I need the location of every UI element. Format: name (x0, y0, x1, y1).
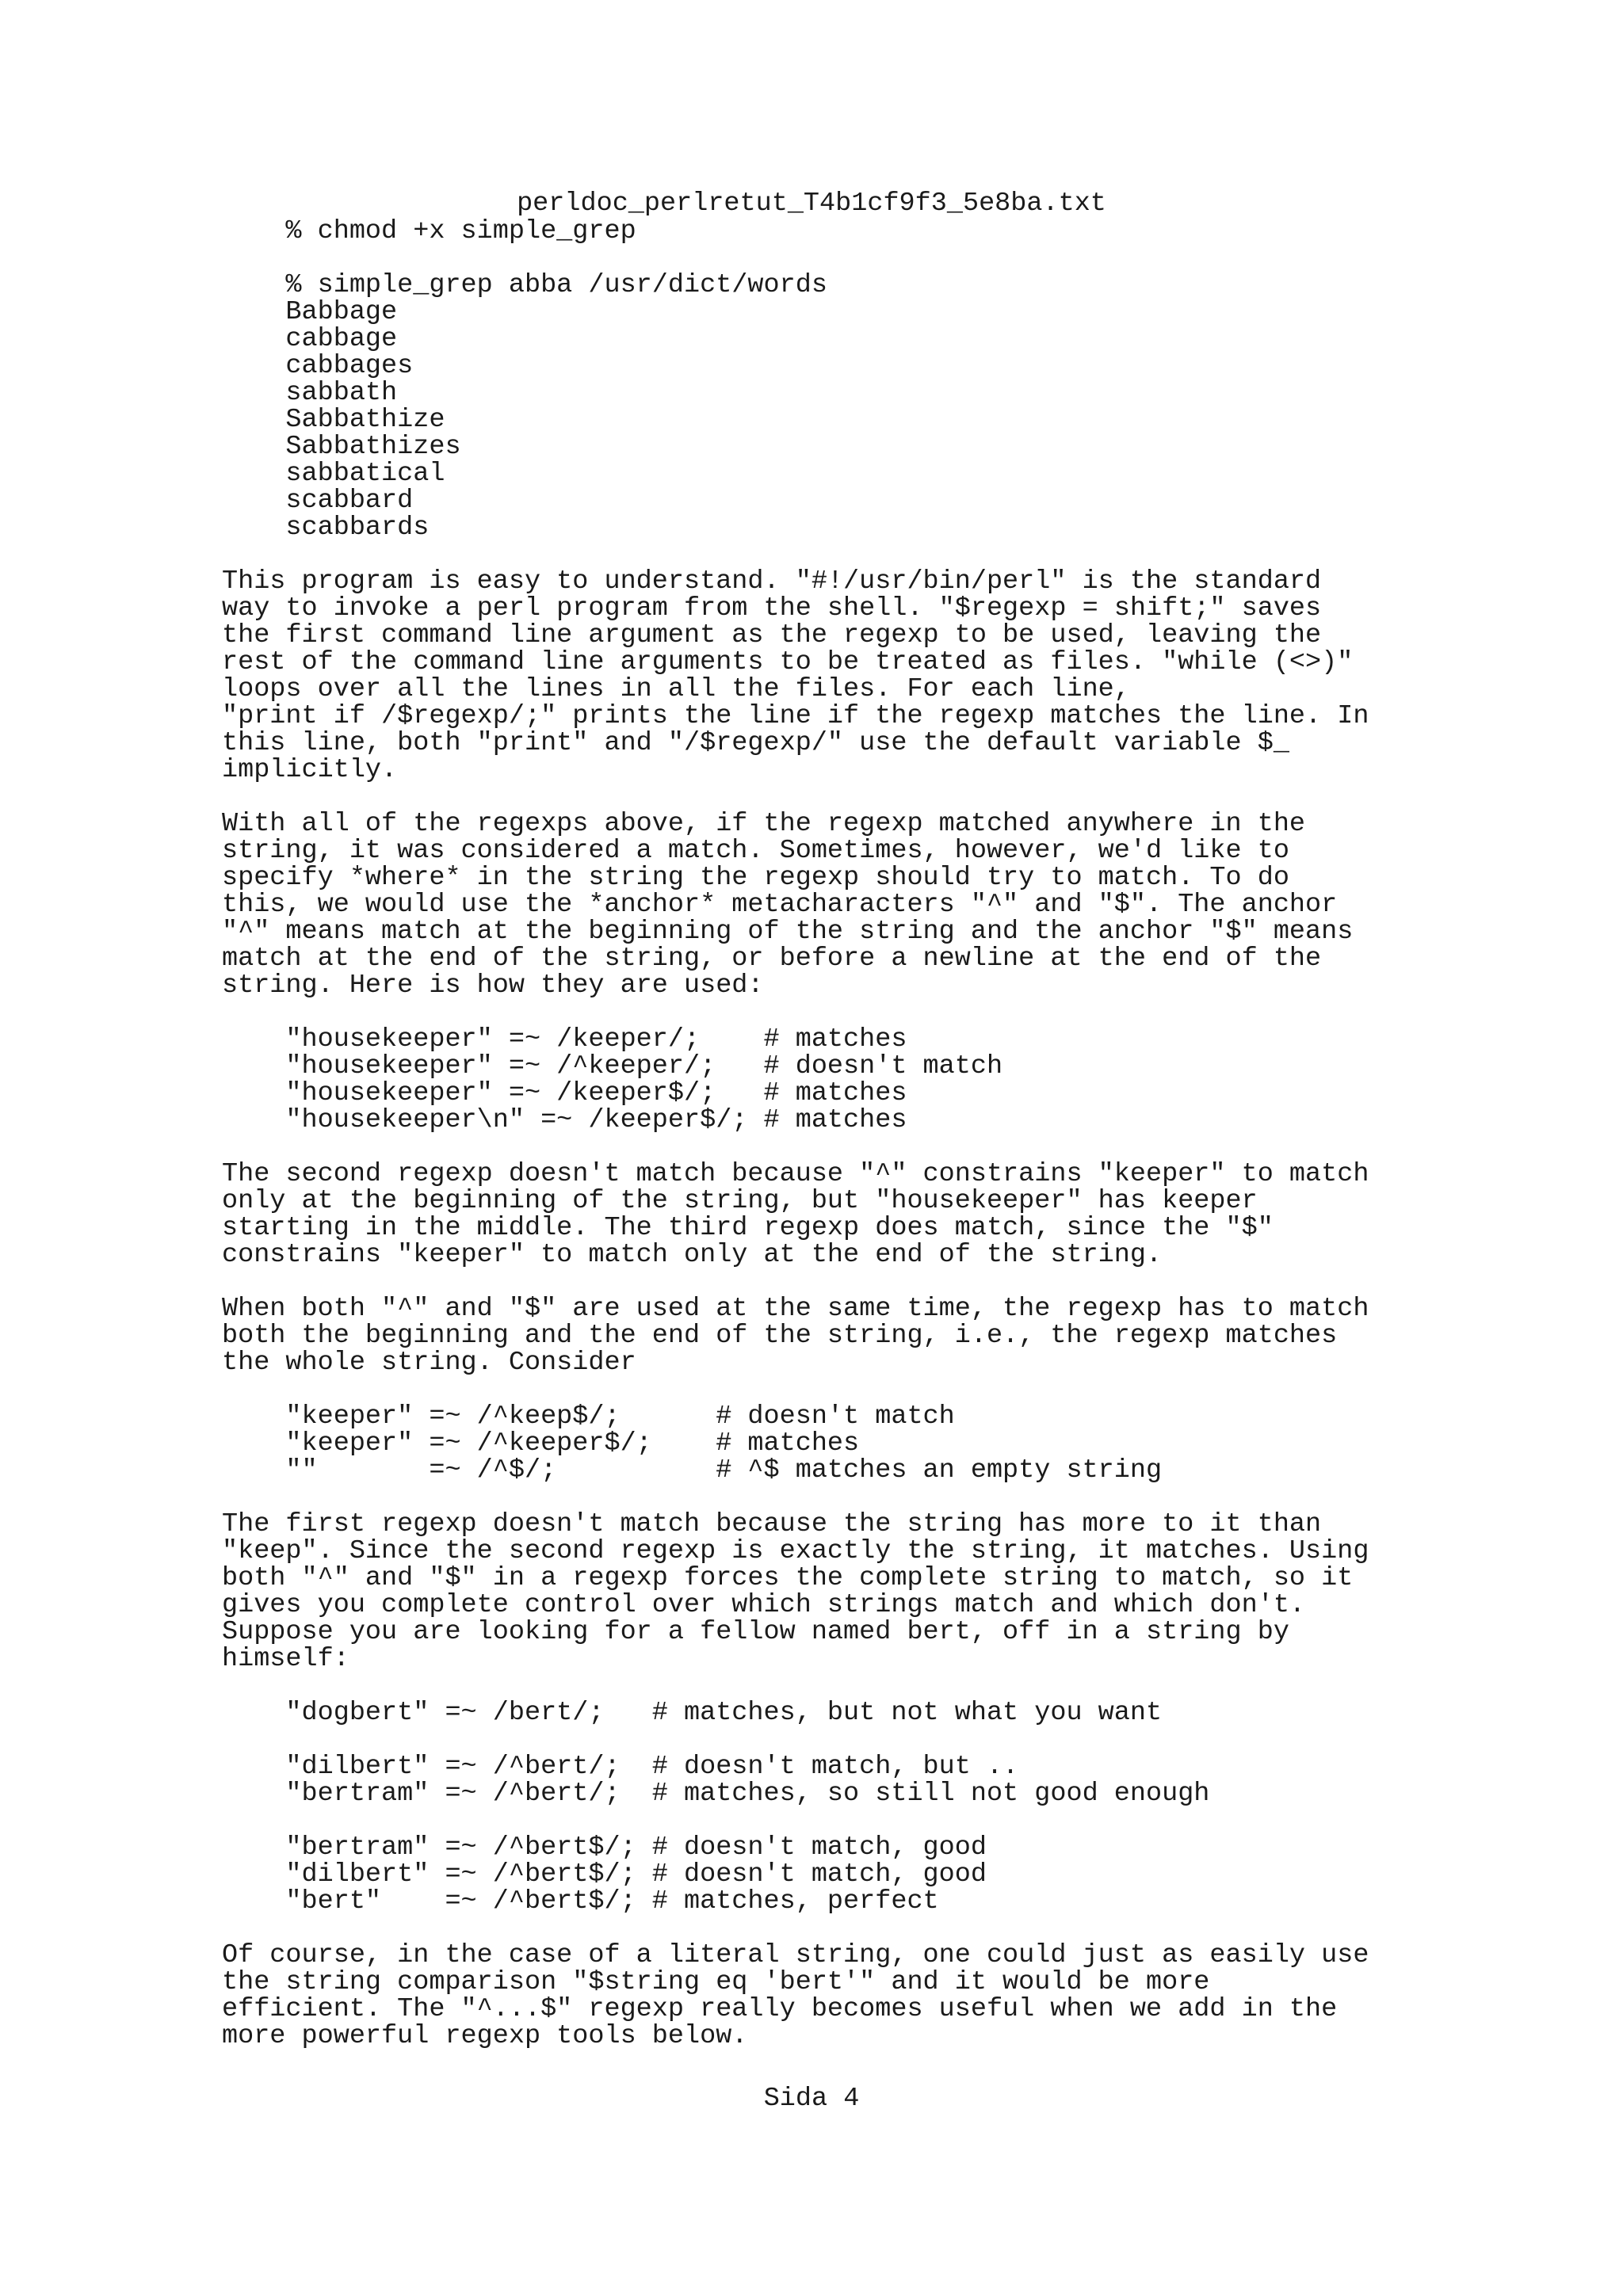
page-header-filename: perldoc_perlretut_T4b1cf9f3_5e8ba.txt (517, 189, 1106, 219)
page-number: Sida 4 (763, 2084, 860, 2114)
document-body: % chmod +x simple_grep % simple_grep abba /usr/dict/words Babbage cabbage cabbages sabbath Sabbathize Sabbathizes sabbatical scabbard scabbards This program is easy to understand. "#!/usr/bin/perl" is the standard way to invoke a perl program from the shell. "$regexp = shift;" saves the first command line argument as the regexp to be used, leaving the rest of the command line arguments to be treated as files. "while (<>)" loops over all the lines in all the files. For each line, "print if /$regexp/;" prints the line if the regexp matches the line. In this line, both "print" and "/$regexp/" use the default variable $_ implicitly. With all of the regexps above, if the regexp matched anywhere in the string, it was considered a match. Sometimes, however, we'd like to specify *where* in the string the regexp should try to match. To do this, we would use the *anchor* metacharacters "^" and "$". The anchor "^" means match at the beginning of the string and the anchor "$" means match at the end of the string, or before a newline at the end of the string. Here is how they are used: "housekeeper" =~ /keeper/; # matches "housekeeper" =~ /^keeper/; # doesn't match "housekeeper" =~ /keeper$/; # matches "housekeeper\n" =~ /keeper$/; # matches The second regexp doesn't match because "^" constrains "keeper" to match only at the beginning of the string, but "housekeeper" has keeper starting in the middle. The third regexp does match, since the "$" constrains "keeper" to match only at the end of the string. When both "^" and "$" are used at the same time, the regexp has to match both the beginning and the end of the string, i.e., the regexp matches the whole string. Consider "keeper" =~ /^keep$/; # doesn't match "keeper" =~ /^keeper$/; # matches "" =~ /^$/; # ^$ matches an empty string The first regexp doesn't match because the string has more to it than "keep". Since the second regexp is exactly the string, it matches. Using both "^" and "$" in a regexp forces the complete string to match, so it gives you complete control over which strings match and which don't. Suppose you are looking for a fellow named bert, off in a string by himself: "dogbert" =~ /bert/; # matches, but not what you want "dilbert" =~ /^bert/; # doesn't match, but .. "bertram" =~ /^bert/; # matches, so still not good enough "bertram" =~ /^bert$/; # doesn't match, good "dilbert" =~ /^bert$/; # doesn't match, good "bert" =~ /^bert$/; # matches, perfect Of course, in the case of a literal string, one could just as easily use the string comparison "$string eq 'bert'" and it would be more efficient. The "^...$" regexp really becomes useful when we add in the more powerful regexp tools below. (222, 216, 1369, 2051)
